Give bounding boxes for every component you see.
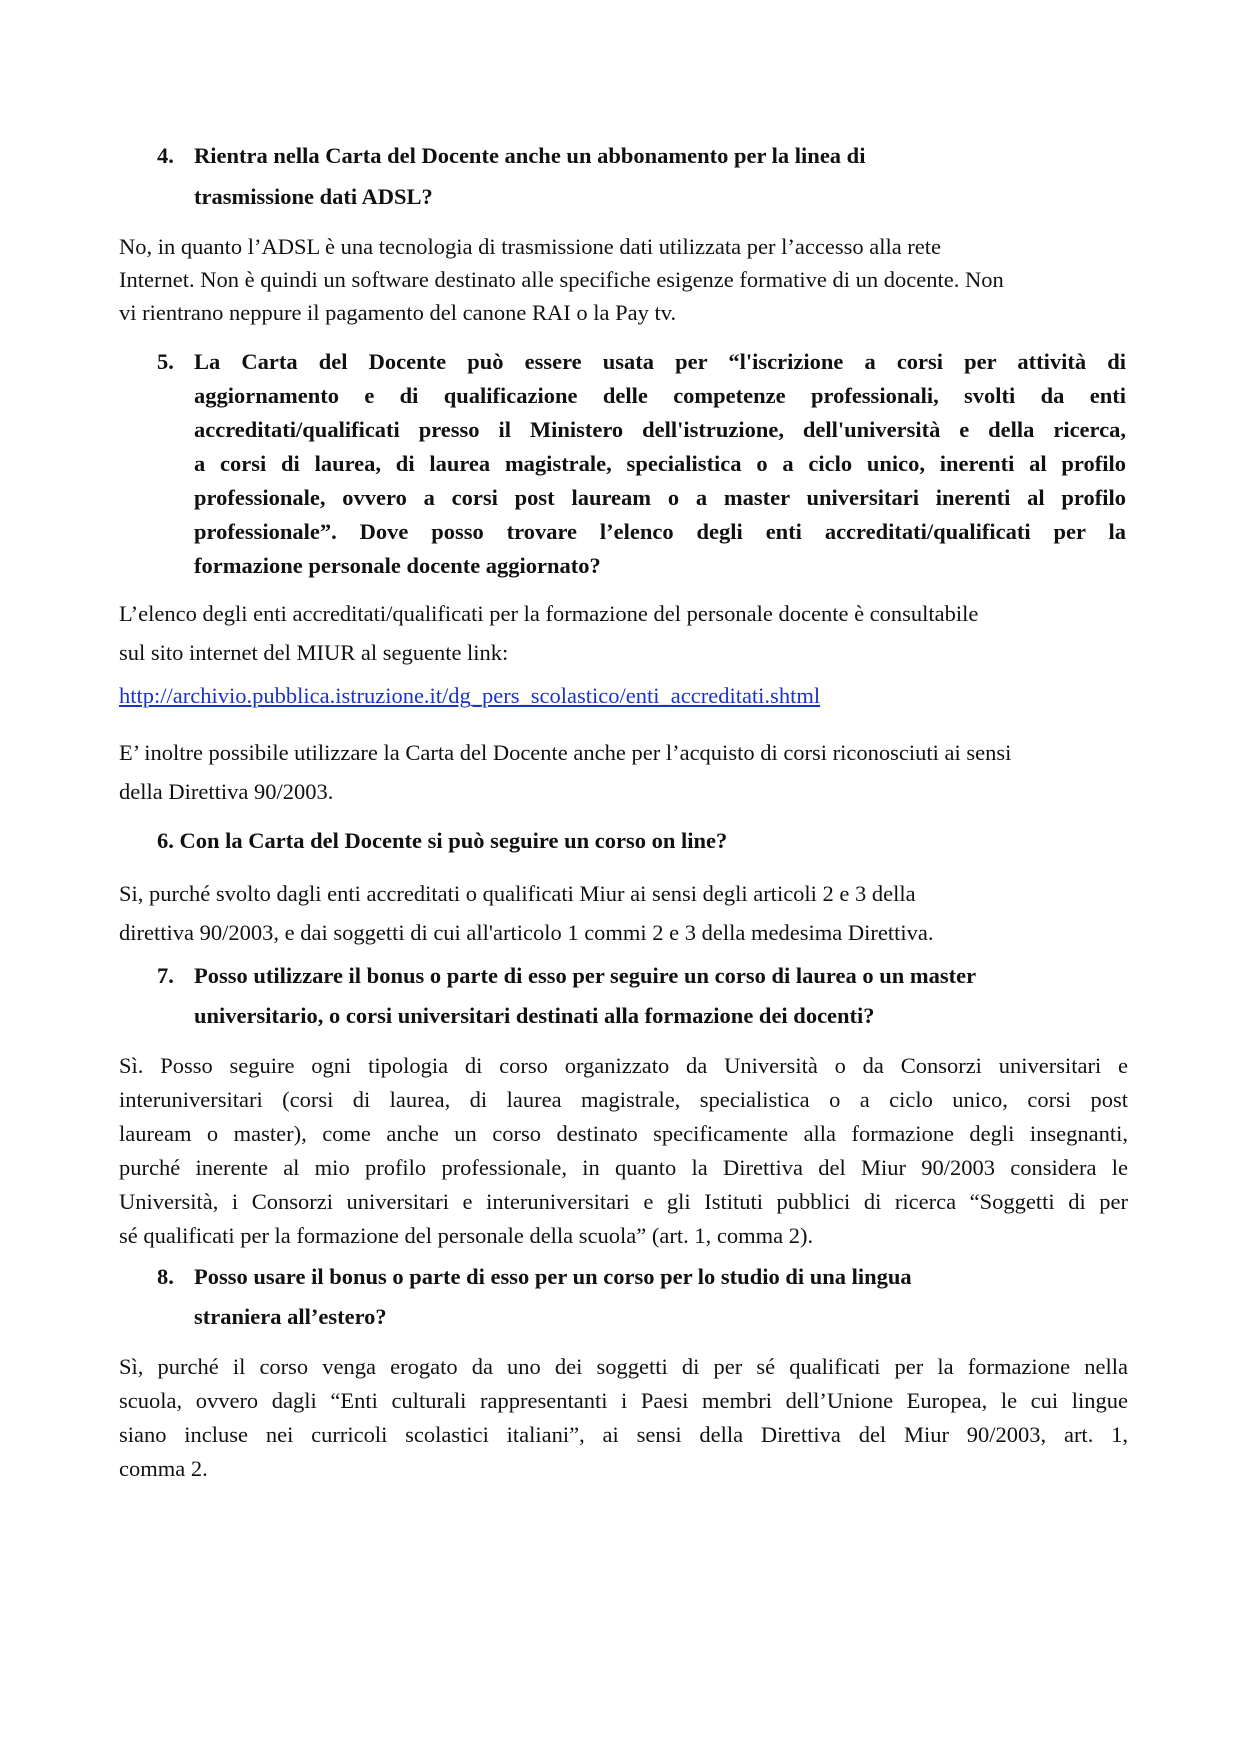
answer-5-extra-line-2: della Direttiva 90/2003.	[119, 779, 334, 804]
question-4-number: 4.	[157, 143, 174, 168]
question-8-number: 8.	[157, 1264, 174, 1289]
answer-6-line-2: direttiva 90/2003, e dai soggetti di cui all'articolo 1 commi 2 e 3 della medesima Direttiva.	[119, 920, 934, 945]
question-5-line-5: professionale, ovvero a corsi post lauream o a master universitari inerenti al profilo	[194, 485, 1126, 510]
question-5-line-3: accreditati/qualificati presso il Ministero dell'istruzione, dell'università e della ricerca,	[194, 417, 1126, 442]
question-5-line-2: aggiornamento e di qualificazione delle competenze professionali, svolti da enti	[194, 383, 1126, 408]
answer-7-line-1: Sì. Posso seguire ogni tipologia di corso organizzato da Università o da Consorzi universitari e	[119, 1053, 1128, 1078]
miur-enti-accreditati-link[interactable]: http://archivio.pubblica.istruzione.it/dg_pers_scolastico/enti_accreditati.shtml	[119, 683, 821, 708]
answer-7-line-2: interuniversitari (corsi di laurea, di laurea magistrale, specialistica o a ciclo unico, corsi post	[119, 1087, 1128, 1112]
question-5-number: 5.	[157, 349, 174, 374]
question-5-line-7: formazione personale docente aggiornato?	[194, 553, 601, 578]
question-7-line-1: Posso utilizzare il bonus o parte di esso per seguire un corso di laurea o un master	[194, 963, 977, 988]
answer-7-line-4: purché inerente al mio profilo professionale, in quanto la Direttiva del Miur 90/2003 considera le	[119, 1155, 1128, 1180]
answer-5-line-1: L’elenco degli enti accreditati/qualificati per la formazione del personale docente è consultabile	[119, 601, 979, 626]
answer-8-line-3: siano incluse nei curricoli scolastici italiani”, ai sensi della Direttiva del Miur 90/2003, art. 1,	[119, 1422, 1128, 1447]
answer-5-line-2: sul sito internet del MIUR al seguente link:	[119, 640, 509, 665]
answer-4-line-2: Internet. Non è quindi un software destinato alle specifiche esigenze formative di un docente. Non	[119, 267, 1004, 292]
answer-7-line-5: Università, i Consorzi universitari e interuniversitari e gli Istituti pubblici di ricerca “Soggetti di per	[119, 1189, 1128, 1214]
answer-4-line-3: vi rientrano neppure il pagamento del canone RAI o la Pay tv.	[119, 300, 677, 325]
question-7-number: 7.	[157, 963, 174, 988]
answer-8-line-1: Sì, purché il corso venga erogato da uno dei soggetti di per sé qualificati per la formazione nella	[119, 1354, 1128, 1379]
answer-7-line-6: sé qualificati per la formazione del personale della scuola” (art. 1, comma 2).	[119, 1223, 814, 1248]
answer-7-line-3: lauream o master), come anche un corso destinato specificamente alla formazione degli insegnanti,	[119, 1121, 1128, 1146]
question-4-line-2: trasmissione dati ADSL?	[194, 184, 433, 209]
answer-4-line-1: No, in quanto l’ADSL è una tecnologia di trasmissione dati utilizzata per l’accesso alla rete	[119, 234, 942, 259]
question-8-line-1: Posso usare il bonus o parte di esso per un corso per lo studio di una lingua	[194, 1264, 912, 1289]
answer-8-line-2: scuola, ovvero dagli “Enti culturali rappresentanti i Paesi membri dell’Unione Europea, le cui lingue	[119, 1388, 1128, 1413]
answer-8-line-4: comma 2.	[119, 1456, 208, 1481]
question-6-text: 6. Con la Carta del Docente si può seguire un corso on line?	[157, 828, 728, 853]
question-7-line-2: universitario, o corsi universitari destinati alla formazione dei docenti?	[194, 1003, 875, 1028]
question-8-line-2: straniera all’estero?	[194, 1304, 387, 1329]
answer-5-extra-line-1: E’ inoltre possibile utilizzare la Carta del Docente anche per l’acquisto di corsi riconosciuti ai sensi	[119, 740, 1012, 765]
question-5-line-1: La Carta del Docente può essere usata per “l'iscrizione a corsi per attività di	[194, 349, 1126, 374]
question-5-line-6: professionale”. Dove posso trovare l’elenco degli enti accreditati/qualificati per la	[194, 519, 1126, 544]
question-4-line-1: Rientra nella Carta del Docente anche un abbonamento per la linea di	[194, 143, 866, 168]
question-5-line-4: a corsi di laurea, di laurea magistrale, specialistica o a ciclo unico, inerenti al profilo	[194, 451, 1126, 476]
answer-6-line-1: Si, purché svolto dagli enti accreditati o qualificati Miur ai sensi degli articoli 2 e 3 della	[119, 881, 916, 906]
